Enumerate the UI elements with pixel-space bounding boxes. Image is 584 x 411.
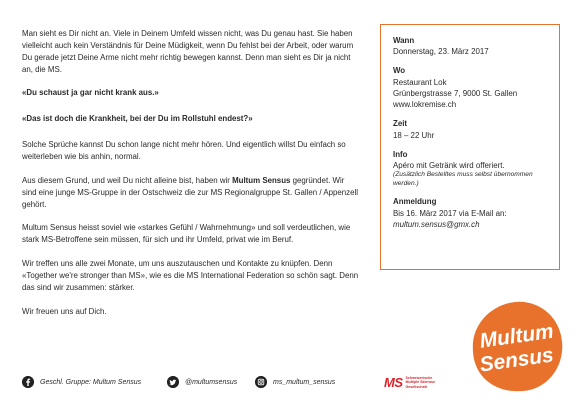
paragraph-3 bbox=[22, 175, 360, 211]
wann-label: Wann bbox=[393, 36, 415, 45]
twitter-text: @multumsensus bbox=[185, 378, 238, 386]
zeit-label: Zeit bbox=[393, 119, 408, 129]
paragraph-5: Wir treffen uns alle zwei Monate, um uns auszutauschen und Kontakte zu knüpfen. Denn «Together we're stronger than MS», wie es die MS International Federation so schön sagt. Denn das sind wir zusammen: stärker. bbox=[22, 259, 359, 292]
multum-sensus-logo bbox=[470, 299, 565, 394]
paragraph-2: Solche Sprüche kannst Du schon lange nicht mehr hören. Und eigentlich willst Du einfach so weiterleben wie bis anhin, normal. bbox=[22, 140, 346, 162]
ms-society-name bbox=[406, 376, 436, 388]
wo-line-2: Grünbergstrasse 7, 9000 St. Gallen bbox=[393, 88, 518, 98]
info-zeit bbox=[393, 118, 549, 140]
ms-mark: MS bbox=[384, 375, 403, 390]
facebook-text: Geschl. Gruppe: Multum Sensus bbox=[40, 378, 142, 386]
p3-bold: Multum Sensus bbox=[232, 175, 291, 185]
footer-instagram[interactable] bbox=[255, 375, 335, 389]
main-text bbox=[22, 28, 360, 330]
info-value: Apéro mit Getränk wird offeriert. bbox=[393, 160, 505, 170]
info-anmeldung bbox=[393, 196, 549, 230]
paragraph-6: Wir freuen uns auf Dich. bbox=[22, 306, 107, 316]
ms-line-2: Multiple Sklerose bbox=[405, 380, 436, 385]
zeit-value: 18 – 22 Uhr bbox=[393, 130, 435, 140]
quote-2: «Das ist doch die Krankheit, bei der Du im Rollstuhl endest?» bbox=[22, 114, 253, 124]
info-wo bbox=[393, 65, 549, 110]
ms-society-logo bbox=[384, 375, 435, 390]
anmeldung-value: Bis 16. März 2017 via E-Mail an: bbox=[393, 208, 507, 218]
anmeldung-email[interactable]: multum.sensus@gmx.ch bbox=[393, 219, 480, 229]
paragraph-4: Multum Sensus heisst soviel wie «starkes Gefühl / Wahrnehmung» und soll verdeutlichen, wie stark MS-Betroffene sein müssen, für sich und ihr Umfeld, privat wie im Beruf. bbox=[22, 223, 351, 245]
anmeldung-label: Anmeldung bbox=[393, 197, 437, 207]
ms-line-3: Gesellschaft bbox=[405, 384, 427, 389]
intro-paragraph: Man sieht es Dir nicht an. Viele in Deinem Umfeld wissen nicht, was Du genau hast. Sie haben vielleicht auch kein Verständnis für Deine Müdigkeit, wenn Du fehlst bei der Arbeit, oder warum Du gerade jetzt Deine Arme nicht mehr richtig bewegen kannst. Denn man sieht es Dir ja nicht an, die MS. bbox=[22, 29, 354, 74]
info-wann bbox=[393, 35, 549, 57]
instagram-icon bbox=[255, 376, 267, 388]
quote-1: «Du schaust ja gar nicht krank aus.» bbox=[22, 88, 159, 98]
ms-line-1: Schweizerische bbox=[405, 376, 433, 381]
logo-line-1: Multum bbox=[478, 319, 555, 353]
footer-facebook[interactable] bbox=[22, 375, 141, 389]
info-box bbox=[380, 24, 560, 270]
facebook-icon bbox=[22, 376, 34, 388]
wann-value: Donnerstag, 23. März 2017 bbox=[393, 47, 489, 57]
wo-line-1: Restaurant Lok bbox=[393, 77, 447, 87]
info-info bbox=[393, 149, 549, 189]
twitter-icon bbox=[167, 376, 179, 388]
p3-before: Aus diesem Grund, und weil Du nicht alleine bist, haben wir bbox=[22, 175, 233, 185]
info-label: Info bbox=[393, 149, 408, 159]
info-note: (Zusätzlich Bestelltes muss selbst übernommen werden.) bbox=[393, 171, 533, 187]
wo-link[interactable]: www.lokremise.ch bbox=[393, 100, 457, 110]
instagram-text: ms_multum_sensus bbox=[273, 378, 336, 386]
wo-label: Wo bbox=[393, 66, 406, 76]
p3-after: gegründet. Wir sind eine junge MS-Gruppe in der Ostschweiz die zur MS Regionalgruppe St. Gallen / Appenzell gehört. bbox=[22, 175, 358, 209]
logo-line-2: Sensus bbox=[478, 343, 555, 377]
footer-twitter[interactable] bbox=[167, 375, 237, 389]
